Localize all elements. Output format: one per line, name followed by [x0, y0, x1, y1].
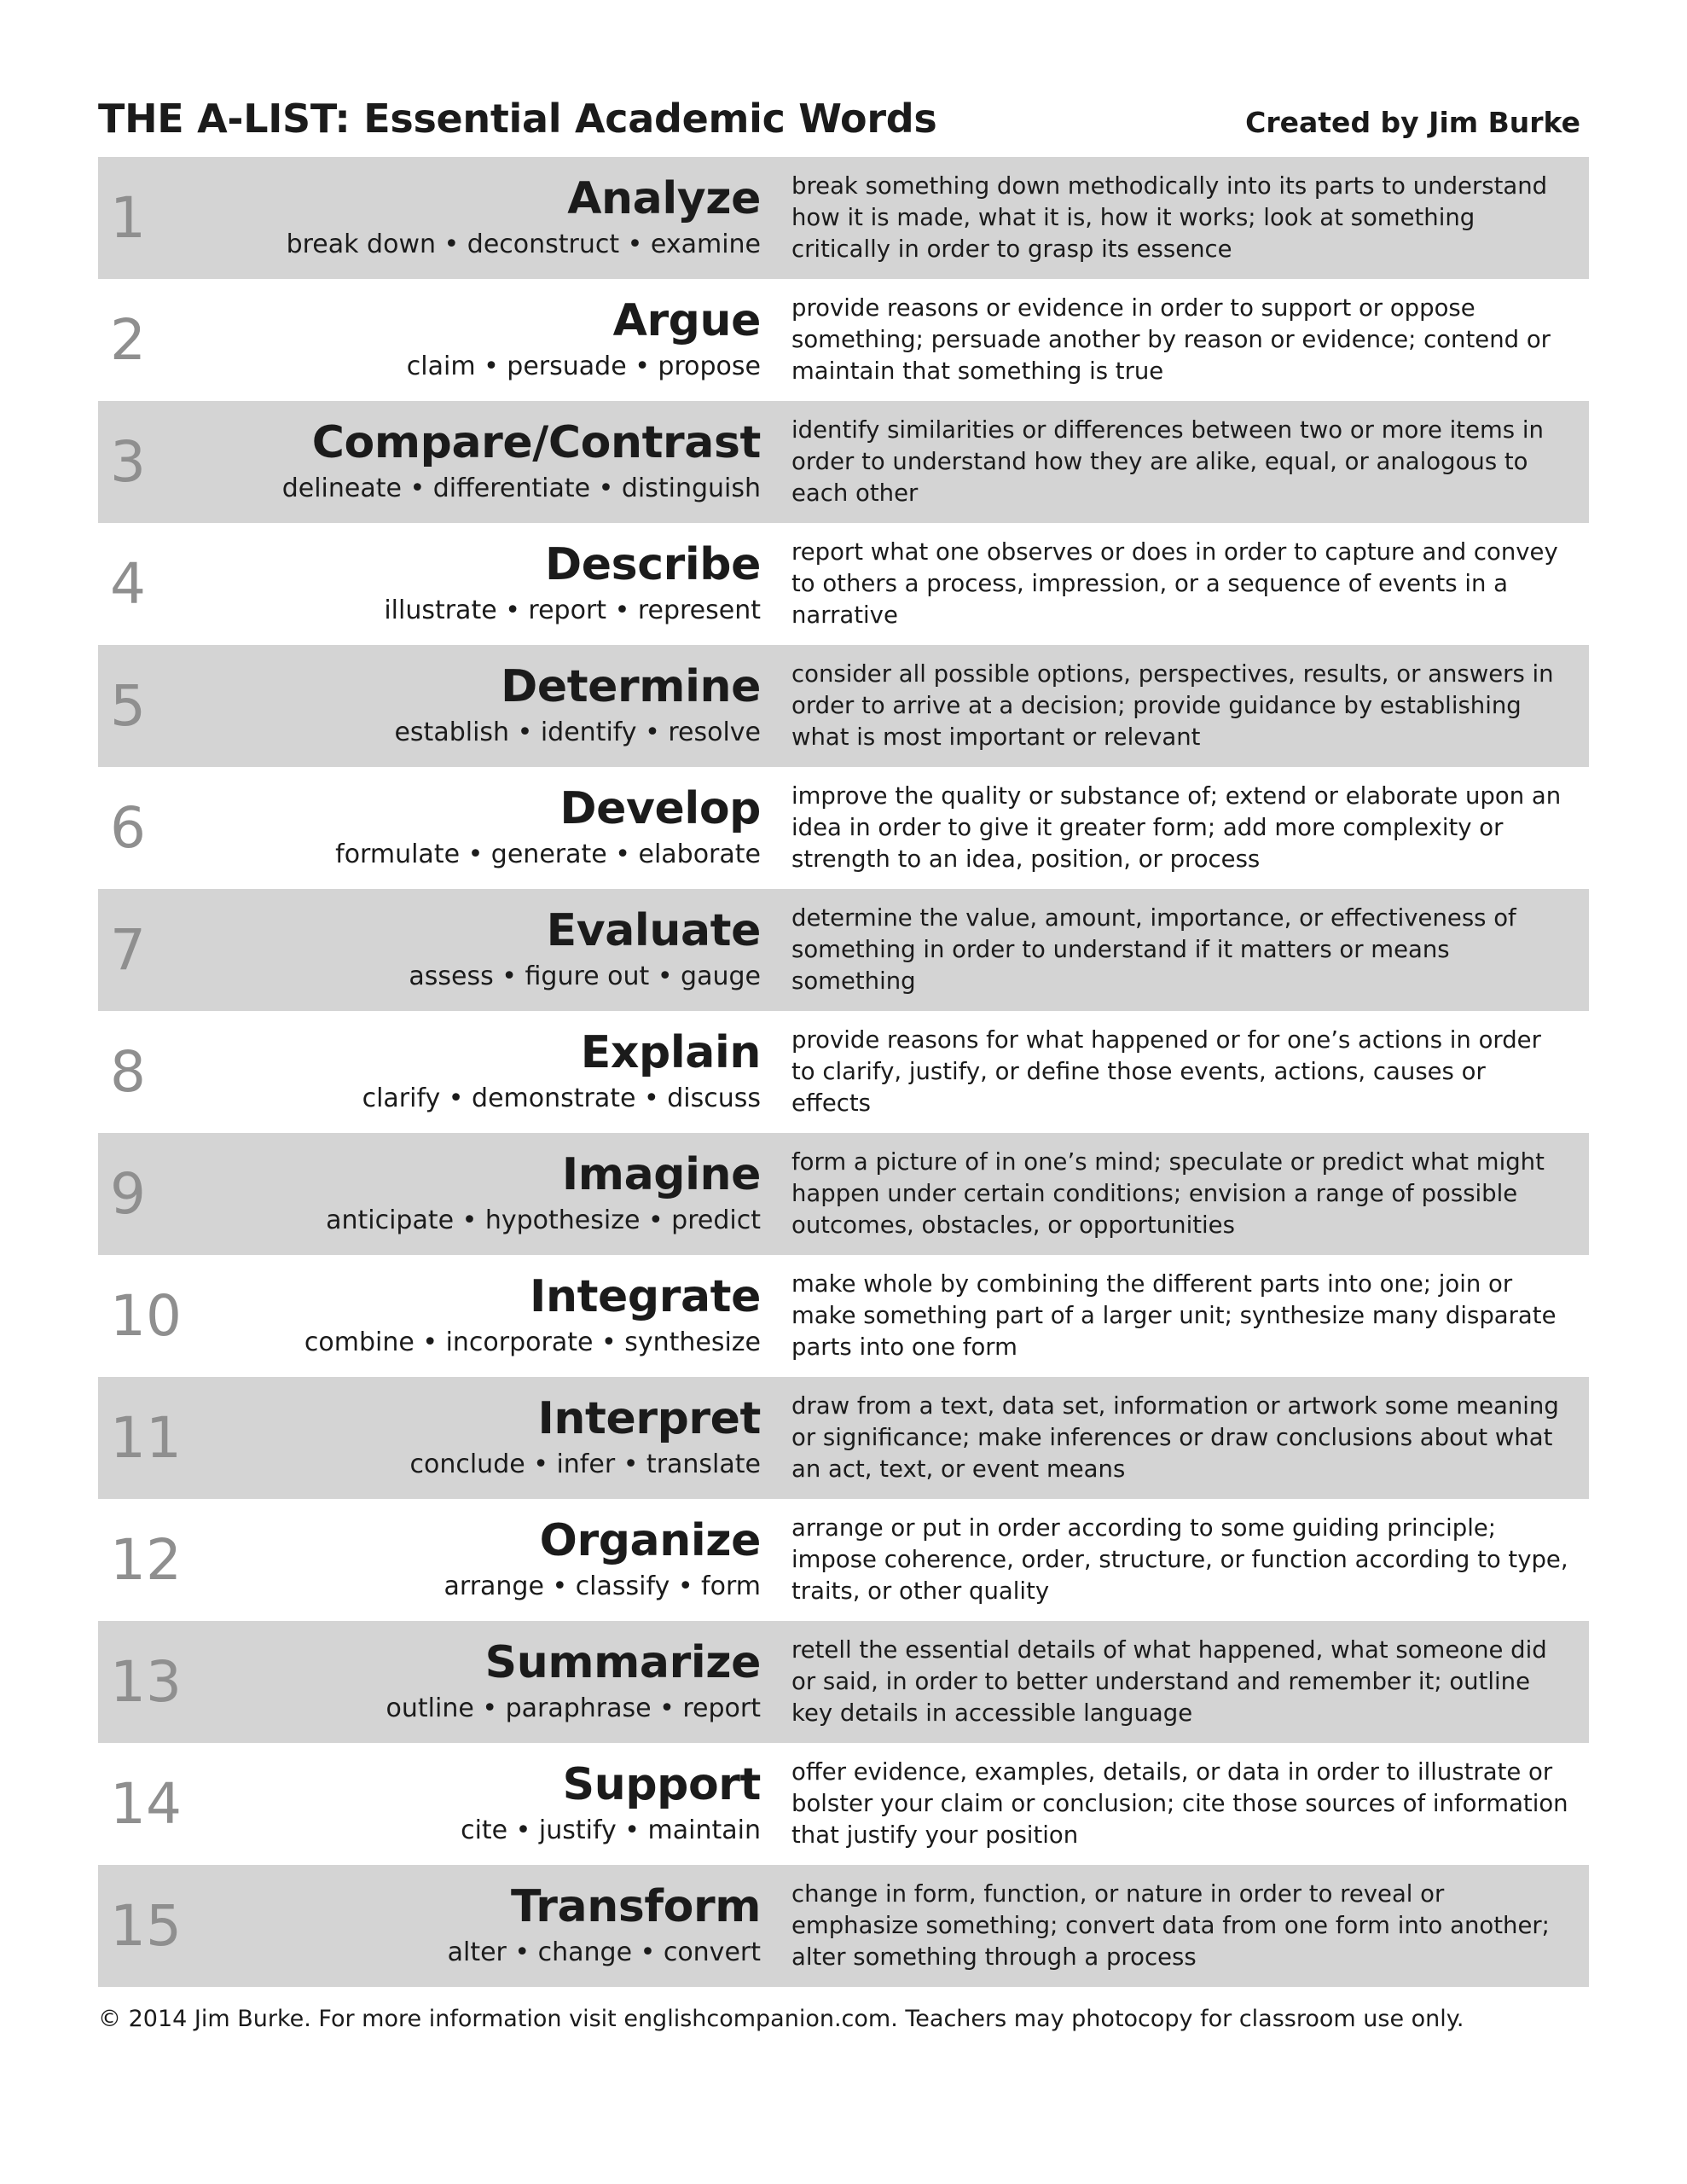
synonym-list: delineate • differentiate • distinguish	[281, 473, 761, 504]
synonym-list: anticipate • hypothesize • predict	[326, 1205, 761, 1236]
synonym-list: combine • incorporate • synthesize	[304, 1327, 761, 1358]
definition-text: break something down methodically into its parts to understand how it is made, what it is, how it works; look at something critically in order to grasp its essence	[791, 172, 1548, 263]
definition-text: determine the value, amount, importance, or effectiveness of something in order to understand if it matters or means something	[791, 904, 1516, 995]
academic-word: Argue	[612, 294, 761, 346]
academic-word: Summarize	[484, 1636, 761, 1688]
definition-cell	[776, 1011, 1589, 1133]
row-number: 10	[110, 1282, 182, 1349]
synonym-list: illustrate • report • represent	[384, 595, 761, 626]
definition-text: make whole by combining the different parts into one; join or make something part of a larger unit; synthesize many disparate parts into one form	[791, 1270, 1557, 1361]
word-cell	[188, 157, 776, 279]
synonym-list: establish • identify • resolve	[394, 717, 761, 748]
academic-words-table	[98, 157, 1589, 1987]
word-cell	[188, 1621, 776, 1743]
row-number: 2	[110, 306, 146, 373]
definition-text: change in form, function, or nature in order to reveal or emphasize something; convert data from one form into another; alter something through a process	[791, 1880, 1550, 1971]
definition-cell	[776, 1377, 1589, 1499]
table-row	[98, 1133, 1589, 1255]
row-number: 11	[110, 1404, 182, 1471]
table-row	[98, 1865, 1589, 1987]
word-cell	[188, 645, 776, 767]
row-number-cell	[98, 1255, 188, 1377]
page-title: THE A-LIST: Essential Academic Words	[98, 96, 937, 142]
synonym-list: break down • deconstruct • examine	[286, 229, 761, 260]
synonym-list: clarify • demonstrate • discuss	[362, 1083, 761, 1114]
word-cell	[188, 279, 776, 401]
definition-cell	[776, 889, 1589, 1011]
definition-text: offer evidence, examples, details, or data in order to illustrate or bolster your claim or conclusion; cite those sources of information that justify your position	[791, 1758, 1568, 1849]
row-number: 1	[110, 184, 146, 251]
row-number: 8	[110, 1038, 146, 1105]
table-row	[98, 1377, 1589, 1499]
table-row	[98, 645, 1589, 767]
copyright-footer: © 2014 Jim Burke. For more information visit englishcompanion.com. Teachers may photocopy for classroom use only.	[98, 2006, 1464, 2032]
definition-cell	[776, 1499, 1589, 1621]
definition-cell	[776, 1743, 1589, 1865]
academic-word: Develop	[559, 782, 761, 834]
row-number: 7	[110, 916, 146, 983]
synonym-list: alter • change • convert	[447, 1937, 761, 1968]
table-row	[98, 889, 1589, 1011]
definition-cell	[776, 157, 1589, 279]
row-number-cell	[98, 1865, 188, 1987]
row-number-cell	[98, 889, 188, 1011]
definition-text: identify similarities or differences between two or more items in order to understand how they are alike, equal, or analogous to each other	[791, 416, 1544, 507]
academic-word: Organize	[539, 1514, 761, 1566]
word-cell	[188, 523, 776, 645]
synonym-list: cite • justify • maintain	[461, 1815, 761, 1846]
table-row	[98, 523, 1589, 645]
table-row	[98, 401, 1589, 523]
definition-text: arrange or put in order according to some guiding principle; impose coherence, order, structure, or function according to type, traits, or other quality	[791, 1514, 1568, 1605]
word-cell	[188, 1377, 776, 1499]
academic-word: Compare/Contrast	[311, 416, 761, 468]
academic-word: Describe	[545, 538, 761, 590]
word-cell	[188, 1011, 776, 1133]
synonym-list: assess • figure out • gauge	[409, 961, 761, 992]
table-row	[98, 1743, 1589, 1865]
row-number-cell	[98, 767, 188, 889]
word-cell	[188, 889, 776, 1011]
word-cell	[188, 1499, 776, 1621]
synonym-list: outline • paraphrase • report	[386, 1693, 761, 1724]
definition-text: retell the essential details of what happened, what someone did or said, in order to better understand and remember it; outline key details in accessible language	[791, 1636, 1547, 1727]
row-number-cell	[98, 157, 188, 279]
word-cell	[188, 1743, 776, 1865]
definition-text: provide reasons for what happened or for one’s actions in order to clarify, justify, or define those events, actions, causes or effects	[791, 1026, 1541, 1117]
row-number-cell	[98, 1011, 188, 1133]
definition-text: provide reasons or evidence in order to support or oppose something; persuade another by reason or evidence; contend or maintain that something is true	[791, 294, 1551, 385]
row-number-cell	[98, 645, 188, 767]
synonym-list: conclude • infer • translate	[409, 1449, 761, 1480]
row-number: 6	[110, 794, 146, 861]
word-cell	[188, 1865, 776, 1987]
definition-cell	[776, 523, 1589, 645]
row-number: 5	[110, 672, 146, 739]
academic-word: Interpret	[537, 1392, 761, 1444]
table-row	[98, 767, 1589, 889]
synonym-list: arrange • classify • form	[443, 1571, 761, 1602]
academic-word: Analyze	[567, 172, 761, 224]
definition-text: draw from a text, data set, information or artwork some meaning or significance; make inferences or draw conclusions about what an act, text, or event means	[791, 1392, 1559, 1483]
row-number: 9	[110, 1160, 146, 1227]
definition-text: improve the quality or substance of; extend or elaborate upon an idea in order to give it greater form; add more complexity or strength to an idea, position, or process	[791, 782, 1562, 873]
definition-cell	[776, 1133, 1589, 1255]
word-cell	[188, 401, 776, 523]
author-credit: Created by Jim Burke	[1245, 106, 1580, 139]
table-row	[98, 279, 1589, 401]
row-number-cell	[98, 401, 188, 523]
row-number-cell	[98, 279, 188, 401]
definition-text: consider all possible options, perspectives, results, or answers in order to arrive at a decision; provide guidance by establishing what is most important or relevant	[791, 660, 1554, 751]
row-number: 12	[110, 1526, 182, 1593]
definition-text: form a picture of in one’s mind; speculate or predict what might happen under certain conditions; envision a range of possible outcomes, obstacles, or opportunities	[791, 1148, 1545, 1239]
synonym-list: claim • persuade • propose	[406, 351, 761, 382]
academic-word: Evaluate	[546, 904, 761, 956]
word-cell	[188, 1133, 776, 1255]
word-cell	[188, 1255, 776, 1377]
row-number: 13	[110, 1648, 182, 1715]
academic-word: Explain	[580, 1026, 761, 1078]
table-row	[98, 1499, 1589, 1621]
row-number-cell	[98, 1499, 188, 1621]
definition-cell	[776, 645, 1589, 767]
definition-text: report what one observes or does in order to capture and convey to others a process, impression, or a sequence of events in a narrative	[791, 538, 1558, 629]
table-row	[98, 1621, 1589, 1743]
row-number-cell	[98, 1621, 188, 1743]
row-number: 3	[110, 428, 146, 495]
table-row	[98, 157, 1589, 279]
word-cell	[188, 767, 776, 889]
academic-word: Integrate	[530, 1270, 761, 1322]
row-number: 4	[110, 550, 146, 617]
row-number-cell	[98, 1377, 188, 1499]
row-number: 15	[110, 1892, 182, 1959]
row-number-cell	[98, 1743, 188, 1865]
row-number-cell	[98, 1133, 188, 1255]
definition-cell	[776, 767, 1589, 889]
academic-word: Support	[562, 1758, 761, 1810]
table-row	[98, 1255, 1589, 1377]
definition-cell	[776, 1255, 1589, 1377]
row-number: 14	[110, 1770, 182, 1837]
definition-cell	[776, 401, 1589, 523]
definition-cell	[776, 279, 1589, 401]
academic-word: Determine	[501, 660, 761, 712]
academic-word: Imagine	[561, 1148, 761, 1200]
synonym-list: formulate • generate • elaborate	[335, 839, 761, 870]
document-header	[98, 0, 1589, 157]
table-row	[98, 1011, 1589, 1133]
definition-cell	[776, 1621, 1589, 1743]
definition-cell	[776, 1865, 1589, 1987]
row-number-cell	[98, 523, 188, 645]
academic-word: Transform	[510, 1880, 761, 1932]
